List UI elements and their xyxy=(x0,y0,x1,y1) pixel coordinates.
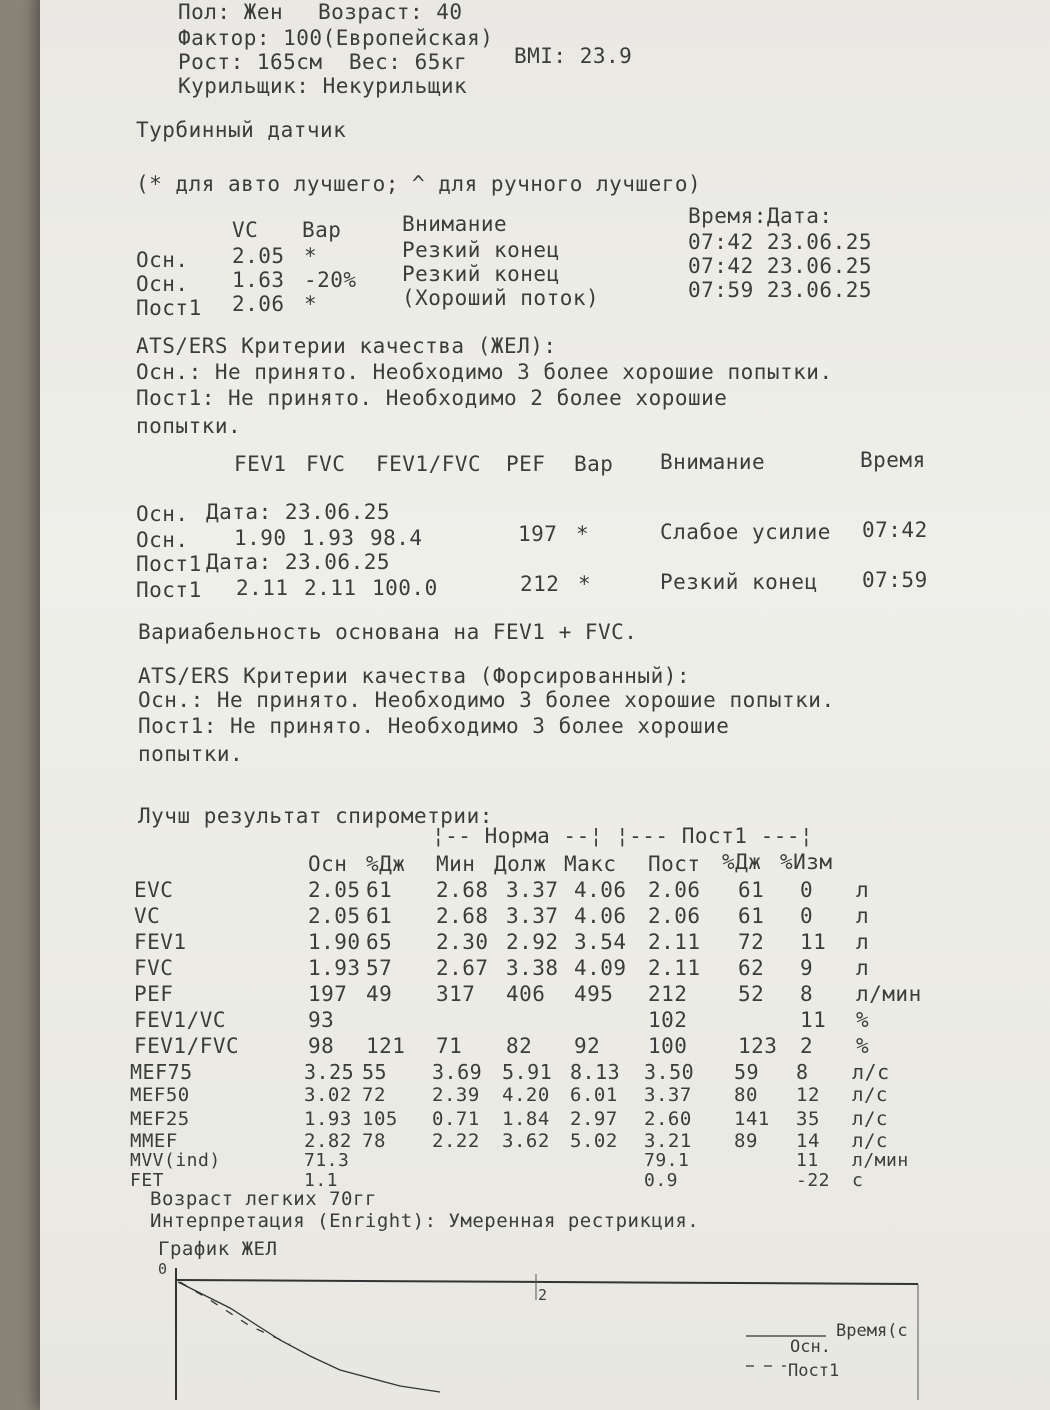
best-row-post-pct-pred: 89 xyxy=(734,1130,758,1152)
age: Возраст: 40 xyxy=(318,0,463,24)
best-row-pct-pred: 61 xyxy=(366,878,393,902)
best-row-post-pct-pred: 141 xyxy=(734,1108,770,1130)
best-row-unit: л/мин xyxy=(856,982,922,1006)
forced-note: Слабое усилие xyxy=(660,520,831,544)
best-row-norm-min: 2.30 xyxy=(436,930,489,954)
forced-fev1: 2.11 xyxy=(236,576,289,600)
forced-var: * xyxy=(576,522,590,546)
best-row-post-pct-pred: 72 xyxy=(738,930,765,954)
best-row-osn: 197 xyxy=(308,982,348,1006)
best-row-param: MMEF xyxy=(130,1130,178,1152)
best-row-param: VC xyxy=(134,904,161,928)
vc-row-label: Осн. xyxy=(136,272,189,296)
best-row-norm-min: 317 xyxy=(436,982,476,1006)
vc-row-note: Резкий конец xyxy=(402,262,560,286)
col-header-min: Мин xyxy=(436,852,476,876)
forced-row-label: Осн. xyxy=(136,528,189,552)
quality-forced-line: попытки. xyxy=(138,742,244,766)
best-row-param: EVC xyxy=(134,878,174,902)
best-row-unit: л xyxy=(856,956,870,980)
forced-fvc: 2.11 xyxy=(304,576,357,600)
vc-row-value: 1.63 xyxy=(232,268,285,292)
best-row-norm-max: 3.54 xyxy=(574,930,627,954)
best-row-norm-max: 4.06 xyxy=(574,904,627,928)
best-row-param: MEF25 xyxy=(130,1108,190,1130)
quality-forced-title: ATS/ERS Критерии качества (Форсированный): xyxy=(138,664,691,688)
vc-row-var: * xyxy=(304,244,318,268)
best-row-pct-pred: 61 xyxy=(366,904,393,928)
vc-row-time: 07:42 23.06.25 xyxy=(688,254,873,278)
best-row-norm-pred: 82 xyxy=(506,1034,533,1058)
forced-row-label: Пост1 xyxy=(136,578,202,602)
forced-header-time: Время xyxy=(860,448,926,472)
best-row-norm-min: 2.67 xyxy=(436,956,489,980)
quality-forced-line: Осн.: Не принято. Необходимо 3 более хорошие попытки. xyxy=(138,688,835,712)
interpretation: Интерпретация (Enright): Умеренная рестрикция. xyxy=(150,1210,700,1232)
vc-row-note: (Хороший поток) xyxy=(402,286,600,310)
best-row-norm-min: 2.22 xyxy=(432,1130,480,1152)
best-row-param: PEF xyxy=(134,982,174,1006)
best-row-norm-max: 4.06 xyxy=(574,878,627,902)
vc-row-var: * xyxy=(304,292,318,316)
graph-title: График ЖЕЛ xyxy=(158,1238,278,1260)
sensor-type: Турбинный датчик xyxy=(136,118,347,142)
best-row-post-pct-pred: 80 xyxy=(734,1084,758,1106)
best-row-param: FVC xyxy=(134,956,174,980)
best-row-norm-min: 3.69 xyxy=(432,1060,483,1084)
forced-date-label: Пост1 xyxy=(136,552,202,576)
best-row-post-value: 2.11 xyxy=(648,956,701,980)
best-row-norm-pred: 2.92 xyxy=(506,930,559,954)
best-row-unit: л/с xyxy=(852,1108,888,1130)
best-row-osn: 2.05 xyxy=(308,878,361,902)
best-row-pct-pred: 65 xyxy=(366,930,393,954)
quality-forced-line: Пост1: Не принято. Необходимо 3 более хорошие xyxy=(138,714,730,738)
best-row-norm-pred: 3.38 xyxy=(506,956,559,980)
legend-osn-label: Осн. xyxy=(790,1337,831,1357)
variability-note: Вариабельность основана на FEV1 + FVC. xyxy=(138,620,638,644)
best-row-norm-pred: 4.20 xyxy=(502,1084,550,1106)
forced-pef: 212 xyxy=(520,572,560,596)
best-row-norm-min: 2.68 xyxy=(436,878,489,902)
best-row-param: FEV1 xyxy=(134,930,187,954)
forced-date-label: Осн. xyxy=(136,502,189,526)
best-row-norm-max: 6.01 xyxy=(570,1084,618,1106)
best-row-param: MEF75 xyxy=(130,1060,193,1084)
vc-header-vc: VC xyxy=(232,218,259,242)
forced-date: Дата: 23.06.25 xyxy=(206,550,391,574)
best-row-pct-change: 9 xyxy=(800,956,814,980)
best-row-osn: 1.93 xyxy=(304,1108,352,1130)
vc-row-time: 07:42 23.06.25 xyxy=(688,230,873,254)
forced-time: 07:59 xyxy=(862,568,928,592)
best-row-post-value: 2.11 xyxy=(648,930,701,954)
best-row-norm-max: 5.02 xyxy=(570,1130,618,1152)
best-row-pct-change: 35 xyxy=(796,1108,820,1130)
best-row-unit: % xyxy=(856,1034,870,1058)
best-row-param: MVV(ind) xyxy=(130,1150,221,1171)
vc-row-value: 2.05 xyxy=(232,244,285,268)
forced-header-var: Вар xyxy=(574,452,614,476)
quality-vc-title: ATS/ERS Критерии качества (ЖЕЛ): xyxy=(136,334,557,358)
col-header-osn: Осн xyxy=(308,852,348,876)
forced-time: 07:42 xyxy=(862,518,928,542)
graph-time-label: Время(с xyxy=(836,1321,908,1341)
best-row-norm-max: 8.13 xyxy=(570,1060,621,1084)
best-row-unit: л xyxy=(856,904,870,928)
best-row-osn: 2.05 xyxy=(308,904,361,928)
best-row-unit: л/с xyxy=(852,1060,890,1084)
best-row-post-value: 2.06 xyxy=(648,878,701,902)
graph-y-zero: 0 xyxy=(158,1260,168,1278)
best-row-pct-pred: 78 xyxy=(362,1130,386,1152)
best-row-pct-change: 8 xyxy=(796,1060,809,1084)
best-row-norm-pred: 1.84 xyxy=(502,1108,550,1130)
vc-graph xyxy=(140,1260,920,1400)
forced-fev1: 1.90 xyxy=(234,526,287,550)
best-row-pct-change: 2 xyxy=(800,1034,814,1058)
bmi: BMI: 23.9 xyxy=(514,44,633,68)
best-row-unit: % xyxy=(856,1008,870,1032)
best-row-pct-change: 0 xyxy=(800,878,814,902)
best-row-post-pct-pred: 61 xyxy=(738,878,765,902)
best-row-pct-change: 11 xyxy=(800,930,827,954)
vc-header-time: Время:Дата: xyxy=(688,204,833,228)
lung-age: Возраст легких 70гг xyxy=(150,1188,377,1210)
col-header-dolzh: Долж xyxy=(494,852,547,876)
best-row-norm-pred: 3.37 xyxy=(506,904,559,928)
best-row-unit: л xyxy=(856,930,870,954)
best-row-param: FEV1/VC xyxy=(134,1008,227,1032)
best-row-norm-pred: 406 xyxy=(506,982,546,1006)
forced-note: Резкий конец xyxy=(660,570,818,594)
best-row-post-pct-pred: 61 xyxy=(738,904,765,928)
col-header-pd2: %Дж xyxy=(722,850,762,874)
best-row-norm-pred: 5.91 xyxy=(502,1060,553,1084)
best-row-post-value: 3.37 xyxy=(644,1084,692,1106)
best-row-pct-pred: 105 xyxy=(362,1108,398,1130)
best-row-osn: 3.02 xyxy=(304,1084,352,1106)
best-row-osn: 93 xyxy=(308,1008,335,1032)
best-row-norm-min: 71 xyxy=(436,1034,463,1058)
best-row-osn: 71.3 xyxy=(304,1150,350,1171)
best-row-norm-max: 495 xyxy=(574,982,614,1006)
best-row-post-value: 0.9 xyxy=(644,1170,679,1191)
quality-vc-line: попытки. xyxy=(136,414,242,438)
best-row-pct-pred: 55 xyxy=(362,1060,388,1084)
height-weight: Рост: 165см Вес: 65кг xyxy=(178,50,468,74)
best-row-unit: с xyxy=(852,1170,864,1191)
best-row-post-pct-pred: 52 xyxy=(738,982,765,1006)
best-row-post-pct-pred: 59 xyxy=(734,1060,760,1084)
quality-vc-line: Пост1: Не принято. Необходимо 2 более хорошие xyxy=(136,386,728,410)
best-row-unit: л/с xyxy=(852,1084,888,1106)
factor: Фактор: 100(Европейская) xyxy=(178,26,494,50)
best-row-norm-pred: 3.37 xyxy=(506,878,559,902)
forced-pef: 197 xyxy=(518,522,558,546)
best-row-pct-change: 11 xyxy=(800,1008,827,1032)
best-row-osn: 3.25 xyxy=(304,1060,355,1084)
forced-date: Дата: 23.06.25 xyxy=(206,500,391,524)
vc-row-var: -20% xyxy=(304,268,357,292)
best-results-title: Лучш результат спирометрии: xyxy=(138,804,493,828)
best-row-post-value: 79.1 xyxy=(644,1150,690,1171)
best-row-norm-pred: 3.62 xyxy=(502,1130,550,1152)
forced-header-pef: PEF xyxy=(506,452,546,476)
vc-row-label: Осн. xyxy=(136,248,189,272)
col-header-chg: %Изм xyxy=(780,850,833,874)
best-row-post-pct-pred: 62 xyxy=(738,956,765,980)
best-row-param: FET xyxy=(130,1170,165,1191)
best-row-pct-change: 11 xyxy=(796,1150,819,1171)
best-row-pct-change: 12 xyxy=(796,1084,820,1106)
best-row-norm-min: 2.39 xyxy=(432,1084,480,1106)
vc-row-note: Резкий конец xyxy=(402,238,560,262)
forced-header-ratio: FEV1/FVC xyxy=(376,452,482,476)
col-header-max: Макс xyxy=(564,852,617,876)
vc-row-time: 07:59 23.06.25 xyxy=(688,278,873,302)
vc-row-value: 2.06 xyxy=(232,292,285,316)
best-row-norm-max: 92 xyxy=(574,1034,601,1058)
curve-osn xyxy=(178,1282,440,1392)
best-row-norm-min: 2.68 xyxy=(436,904,489,928)
best-row-post-value: 100 xyxy=(648,1034,688,1058)
best-row-osn: 2.82 xyxy=(304,1130,352,1152)
vc-header-note: Внимание xyxy=(402,212,508,236)
best-row-param: MEF50 xyxy=(130,1084,190,1106)
best-row-unit: л/мин xyxy=(852,1150,909,1171)
vc-row-label: Пост1 xyxy=(136,296,202,320)
best-row-pct-change: -22 xyxy=(796,1170,831,1191)
smoker: Курильщик: Некурильщик xyxy=(178,74,468,98)
best-group-header: ¦-- Норма --¦ ¦--- Пост1 ---¦ xyxy=(432,824,814,848)
forced-header-fev1: FEV1 xyxy=(234,452,287,476)
best-row-post-value: 212 xyxy=(648,982,688,1006)
forced-fvc: 1.93 xyxy=(302,526,355,550)
best-row-pct-change: 14 xyxy=(796,1130,820,1152)
best-row-norm-max: 2.97 xyxy=(570,1108,618,1130)
legend-post1-label: Пост1 xyxy=(788,1361,840,1381)
best-row-post-value: 3.50 xyxy=(644,1060,695,1084)
best-row-osn: 1.1 xyxy=(304,1170,339,1191)
col-header-pd: %Дж xyxy=(366,852,406,876)
best-row-norm-max: 4.09 xyxy=(574,956,627,980)
forced-ratio: 100.0 xyxy=(372,576,438,600)
best-row-pct-change: 8 xyxy=(800,982,814,1006)
best-row-param: FEV1/FVC xyxy=(134,1034,240,1058)
graph-tick-label: 2 xyxy=(538,1286,548,1304)
best-row-post-value: 2.60 xyxy=(644,1108,692,1130)
best-row-osn: 1.93 xyxy=(308,956,361,980)
best-row-pct-pred: 72 xyxy=(362,1084,386,1106)
best-row-post-value: 2.06 xyxy=(648,904,701,928)
best-row-post-pct-pred: 123 xyxy=(738,1034,778,1058)
best-row-pct-pred: 121 xyxy=(366,1034,406,1058)
forced-var: * xyxy=(578,572,592,596)
vc-header-var: Вар xyxy=(302,218,342,242)
forced-header-fvc: FVC xyxy=(306,452,346,476)
best-row-osn: 98 xyxy=(308,1034,335,1058)
best-row-pct-pred: 49 xyxy=(366,982,393,1006)
best-row-pct-change: 0 xyxy=(800,904,814,928)
curve-post1 xyxy=(180,1282,290,1344)
best-row-unit: л xyxy=(856,878,870,902)
forced-header-note: Внимание xyxy=(660,450,766,474)
quality-vc-line: Осн.: Не принято. Необходимо 3 более хорошие попытки. xyxy=(136,360,833,384)
printout-paper xyxy=(40,0,1050,1410)
best-legend-note: (* для авто лучшего; ^ для ручного лучшего) xyxy=(136,172,702,196)
gender: Пол: Жен xyxy=(178,0,284,24)
best-row-post-value: 3.21 xyxy=(644,1130,692,1152)
graph-x-axis xyxy=(176,1280,918,1284)
best-row-post-value: 102 xyxy=(648,1008,688,1032)
best-row-unit: л/с xyxy=(852,1130,888,1152)
forced-ratio: 98.4 xyxy=(370,526,423,550)
best-row-norm-min: 0.71 xyxy=(432,1108,480,1130)
best-row-osn: 1.90 xyxy=(308,930,361,954)
col-header-post: Пост xyxy=(648,852,701,876)
best-row-pct-pred: 57 xyxy=(366,956,393,980)
